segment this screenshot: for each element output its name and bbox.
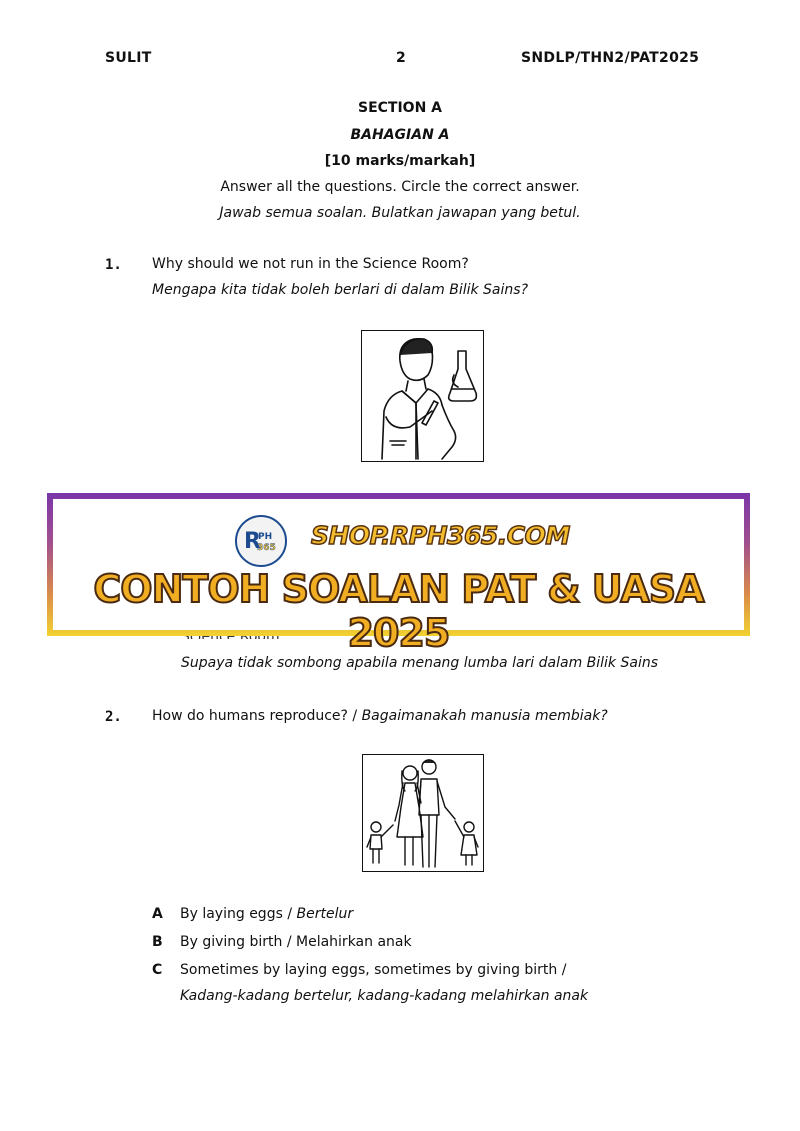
question-number-2: 2.: [105, 709, 122, 725]
option-c-text-ms: Kadang-kadang bertelur, kadang-kadang melahirkan anak: [180, 988, 589, 1004]
question-1-option-c-ms: Supaya tidak sombong apabila menang lumba lari dalam Bilik Sains: [181, 655, 659, 671]
question-2-text-en: How do humans reproduce? /: [152, 708, 362, 724]
scientist-illustration: [361, 330, 484, 462]
question-number-1: 1.: [105, 257, 122, 273]
family-icon: [363, 755, 483, 871]
option-c-text-en: Sometimes by laying eggs, sometimes by giving birth /: [180, 962, 567, 978]
option-letter-a: A: [152, 906, 163, 922]
banner-title: CONTOH SOALAN PAT & UASA 2025: [93, 567, 704, 655]
rph365-logo-icon: [235, 515, 287, 567]
option-a-text-en: By laying eggs /: [180, 906, 297, 922]
question-2-option-c[interactable]: [152, 962, 566, 978]
option-b-text: By giving birth / Melahirkan anak: [180, 934, 412, 950]
instruction-ms: Jawab semua soalan. Bulatkan jawapan yang betul.: [219, 205, 581, 221]
option-a-text-ms: Bertelur: [296, 906, 354, 922]
question-2-text: [152, 708, 608, 724]
shop-url: SHOP.RPH365.COM: [311, 521, 570, 550]
question-2-option-a[interactable]: [152, 906, 353, 922]
section-marks: [10 marks/markah]: [324, 153, 476, 169]
question-1-text-en: Why should we not run in the Science Room?: [152, 256, 469, 272]
page-number: 2: [396, 50, 407, 66]
scientist-icon: [362, 331, 483, 461]
header-left: SULIT: [105, 50, 152, 66]
question-1-text-ms: Mengapa kita tidak boleh berlari di dalam Bilik Sains?: [152, 282, 528, 298]
svg-text:365: 365: [257, 543, 276, 553]
section-title-ms: BAHAGIAN A: [350, 127, 450, 143]
svg-text:PH: PH: [258, 532, 273, 542]
header-right: SNDLP/THN2/PAT2025: [521, 50, 700, 66]
question-2-option-b[interactable]: [152, 934, 412, 950]
option-letter-b: B: [152, 934, 163, 950]
instruction-en: Answer all the questions. Circle the correct answer.: [220, 179, 580, 195]
option-letter-c: C: [152, 962, 163, 978]
promo-banner: [47, 493, 750, 655]
family-illustration: [362, 754, 484, 872]
section-title: SECTION A: [357, 100, 442, 116]
question-2-text-ms: Bagaimanakah manusia membiak?: [361, 708, 608, 724]
svg-text:R: R: [244, 529, 261, 554]
